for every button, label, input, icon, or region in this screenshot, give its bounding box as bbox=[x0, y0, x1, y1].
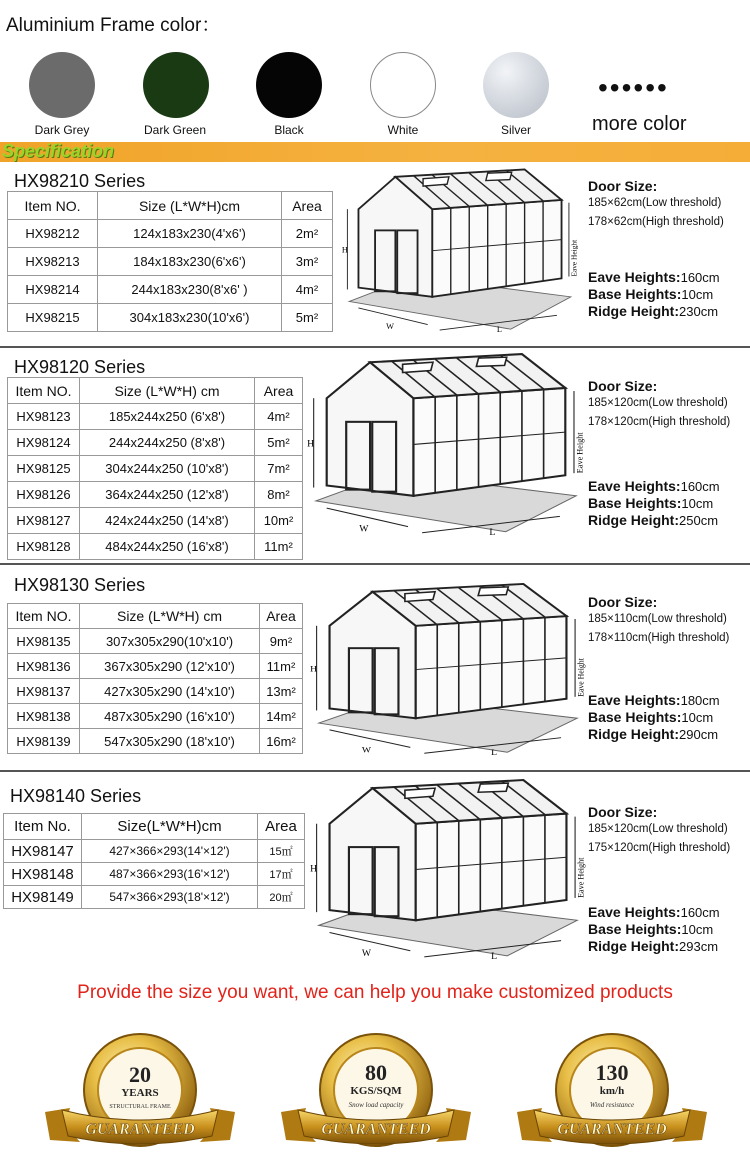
series-info bbox=[588, 594, 750, 743]
swatch-silver bbox=[483, 52, 549, 118]
more-color-label: more color bbox=[592, 113, 687, 135]
swatch-dark-green bbox=[143, 52, 209, 118]
table-row bbox=[8, 482, 303, 508]
cell-item: HX98215 bbox=[8, 304, 98, 332]
cell-area: 5m² bbox=[282, 304, 333, 332]
swatch-label-white: White bbox=[387, 123, 419, 137]
cell-item: HX98212 bbox=[8, 220, 98, 248]
custom-size-promo: Provide the size you want, we can help you make customized products bbox=[77, 982, 673, 1003]
eave-label: Eave Heights: bbox=[588, 692, 681, 708]
base-value: 10cm bbox=[681, 496, 714, 511]
cell-size: 487x305x290 (16'x10') bbox=[80, 704, 260, 729]
cell-size: 484x244x250 (16'x8') bbox=[80, 534, 255, 560]
ridge-label: Ridge Height: bbox=[588, 512, 679, 528]
specification-banner bbox=[0, 142, 750, 162]
swatch-label-silver: Silver bbox=[500, 123, 531, 137]
header-area: Area bbox=[255, 378, 303, 404]
badge-unit: YEARS bbox=[121, 1087, 159, 1099]
table-row bbox=[4, 886, 305, 909]
guarantee-badge-wind bbox=[512, 1030, 712, 1160]
dim-eave: Eave Height bbox=[569, 239, 579, 277]
dim-h: H bbox=[307, 439, 315, 450]
cell-item: HX98214 bbox=[8, 276, 98, 304]
ridge-value: 250cm bbox=[679, 513, 719, 528]
cell-area: 2m² bbox=[282, 220, 333, 248]
cell-area: 11m² bbox=[255, 534, 303, 560]
cell-item: HX98125 bbox=[8, 456, 80, 482]
guarantee-badge-snow bbox=[276, 1030, 476, 1160]
base-label: Base Heights: bbox=[588, 709, 682, 725]
swatch-label-dark-grey: Dark Grey bbox=[34, 123, 90, 137]
header-item: Item NO. bbox=[8, 378, 80, 404]
cell-area: 4m² bbox=[282, 276, 333, 304]
cell-size: 547x305x290 (18'x10') bbox=[80, 729, 260, 754]
table-row bbox=[4, 840, 305, 863]
cell-item: HX98149 bbox=[4, 886, 82, 909]
table-row bbox=[8, 456, 303, 482]
cell-item: HX98138 bbox=[8, 704, 80, 729]
eave-value: 160cm bbox=[680, 905, 720, 920]
cell-area: 15㎡ bbox=[258, 840, 305, 863]
header-area: Area bbox=[282, 192, 333, 220]
cell-area: 9m² bbox=[260, 629, 303, 654]
table-row bbox=[8, 276, 333, 304]
cell-item: HX98123 bbox=[8, 404, 80, 430]
dim-eave: Eave Height bbox=[576, 658, 586, 697]
series-info bbox=[588, 378, 750, 529]
cell-size: 244x244x250 (8'x8') bbox=[80, 430, 255, 456]
eave-value: 180cm bbox=[680, 693, 720, 708]
cell-area: 3m² bbox=[282, 248, 333, 276]
cell-area: 17㎡ bbox=[258, 863, 305, 886]
header-size: Size (L*W*H) cm bbox=[80, 378, 255, 404]
dim-l: L bbox=[489, 528, 496, 538]
table-row bbox=[8, 729, 303, 754]
badge-ribbon-text: GUARANTEED bbox=[85, 1121, 195, 1138]
base-value: 10cm bbox=[681, 287, 714, 302]
header-area: Area bbox=[260, 604, 303, 629]
greenhouse-diagram bbox=[308, 778, 588, 966]
dim-h: H bbox=[341, 245, 348, 255]
cell-item: HX98128 bbox=[8, 534, 80, 560]
table-row bbox=[8, 248, 333, 276]
header-size: Size (L*W*H)cm bbox=[98, 192, 282, 220]
swatch-black bbox=[256, 52, 322, 118]
more-dots: •••••• bbox=[598, 72, 669, 103]
door-size-title: Door Size: bbox=[588, 804, 658, 820]
badge-ribbon-text: GUARANTEED bbox=[557, 1121, 667, 1138]
dim-w: W bbox=[361, 949, 371, 959]
cell-item: HX98127 bbox=[8, 508, 80, 534]
header-item: Item No. bbox=[4, 814, 82, 840]
dim-l: L bbox=[491, 747, 497, 758]
ridge-label: Ridge Height: bbox=[588, 303, 679, 319]
guarantee-badge-frame bbox=[40, 1030, 240, 1160]
dim-eave: Eave Height bbox=[576, 857, 586, 898]
badge-unit: KGS/SQM bbox=[350, 1085, 402, 1097]
cell-area: 13m² bbox=[260, 679, 303, 704]
door-high: 178×62cm(High threshold) bbox=[588, 216, 724, 228]
door-low: 185×62cm(Low threshold) bbox=[588, 197, 722, 209]
header-item: Item NO. bbox=[8, 192, 98, 220]
base-value: 10cm bbox=[681, 710, 714, 725]
table-row bbox=[8, 430, 303, 456]
cell-area: 8m² bbox=[255, 482, 303, 508]
table-row bbox=[8, 679, 303, 704]
badge-number: 80 bbox=[365, 1060, 387, 1085]
series-title: HX98130 Series bbox=[14, 575, 146, 595]
cell-area: 7m² bbox=[255, 456, 303, 482]
series-title: HX98120 Series bbox=[14, 357, 146, 377]
header-area: Area bbox=[258, 814, 305, 840]
cell-area: 5m² bbox=[255, 430, 303, 456]
badge-unit: km/h bbox=[599, 1085, 625, 1097]
dim-w: W bbox=[359, 524, 369, 535]
table-row bbox=[8, 629, 303, 654]
cell-size: 427x305x290 (14'x10') bbox=[80, 679, 260, 704]
cell-size: 547×366×293(18'×12') bbox=[82, 886, 258, 909]
cell-size: 364x244x250 (12'x8') bbox=[80, 482, 255, 508]
eave-value: 160cm bbox=[680, 479, 720, 494]
cell-item: HX98136 bbox=[8, 654, 80, 679]
cell-item: HX98148 bbox=[4, 863, 82, 886]
table-row bbox=[4, 863, 305, 886]
eave-label: Eave Heights: bbox=[588, 478, 681, 494]
header-size: Size (L*W*H) cm bbox=[80, 604, 260, 629]
section-divider bbox=[0, 346, 750, 348]
series-info bbox=[588, 804, 750, 955]
badge-ribbon-text: GUARANTEED bbox=[321, 1121, 431, 1138]
base-label: Base Heights: bbox=[588, 495, 682, 511]
section-divider bbox=[0, 563, 750, 565]
door-high: 178×120cm(High threshold) bbox=[588, 416, 731, 428]
cell-size: 124x183x230(4'x6') bbox=[98, 220, 282, 248]
cell-area: 20㎡ bbox=[258, 886, 305, 909]
cell-item: HX98213 bbox=[8, 248, 98, 276]
badge-number: 20 bbox=[129, 1062, 151, 1087]
badge-caption: Wind resistance bbox=[589, 1101, 635, 1109]
header-item: Item NO. bbox=[8, 604, 80, 629]
swatch-label-dark-green: Dark Green bbox=[143, 123, 207, 137]
cell-size: 427×366×293(14'×12') bbox=[82, 840, 258, 863]
header-size: Size(L*W*H)cm bbox=[82, 814, 258, 840]
base-label: Base Heights: bbox=[588, 286, 682, 302]
dim-h: H bbox=[310, 864, 318, 875]
frame-color-title: Aluminium Frame color： bbox=[6, 15, 221, 36]
swatch-white bbox=[370, 52, 436, 118]
greenhouse-diagram bbox=[305, 352, 587, 542]
door-low: 185×120cm(Low threshold) bbox=[588, 397, 728, 409]
cell-area: 14m² bbox=[260, 704, 303, 729]
cell-size: 244x183x230(8'x6' ) bbox=[98, 276, 282, 304]
spec-table bbox=[7, 191, 333, 332]
ridge-value: 230cm bbox=[679, 304, 719, 319]
dim-eave: Eave Height bbox=[574, 432, 585, 474]
spec-table bbox=[3, 813, 305, 909]
greenhouse-diagram bbox=[340, 163, 580, 343]
badge-caption: STRUCTURAL FRAME bbox=[109, 1104, 171, 1110]
series-title: HX98210 Series bbox=[14, 171, 146, 191]
cell-size: 184x183x230(6'x6') bbox=[98, 248, 282, 276]
ridge-value: 293cm bbox=[679, 939, 719, 954]
section-divider bbox=[0, 770, 750, 772]
dim-w: W bbox=[361, 744, 371, 755]
swatch-dark-grey bbox=[29, 52, 95, 118]
table-row bbox=[8, 534, 303, 560]
table-row bbox=[8, 654, 303, 679]
cell-area: 16m² bbox=[260, 729, 303, 754]
cell-item: HX98124 bbox=[8, 430, 80, 456]
door-size-title: Door Size: bbox=[588, 178, 658, 194]
door-low: 185×120cm(Low threshold) bbox=[588, 823, 728, 835]
door-high: 178×110cm(High threshold) bbox=[588, 632, 730, 644]
ridge-label: Ridge Height: bbox=[588, 726, 679, 742]
eave-label: Eave Heights: bbox=[588, 269, 681, 285]
cell-size: 304x244x250 (10'x8') bbox=[80, 456, 255, 482]
table-row bbox=[8, 508, 303, 534]
base-value: 10cm bbox=[681, 922, 714, 937]
dim-h: H bbox=[310, 663, 318, 674]
cell-size: 424x244x250 (14'x8') bbox=[80, 508, 255, 534]
swatch-label-black: Black bbox=[274, 123, 304, 137]
spec-table bbox=[7, 603, 303, 754]
spec-table bbox=[7, 377, 303, 560]
cell-size: 185x244x250 (6'x8') bbox=[80, 404, 255, 430]
door-size-title: Door Size: bbox=[588, 378, 658, 394]
badge-caption: Snow load capacity bbox=[348, 1101, 404, 1109]
door-high: 175×120cm(High threshold) bbox=[588, 842, 731, 854]
cell-item: HX98137 bbox=[8, 679, 80, 704]
dim-l: L bbox=[496, 324, 503, 334]
cell-size: 304x183x230(10'x6') bbox=[98, 304, 282, 332]
eave-value: 160cm bbox=[680, 270, 720, 285]
cell-item: HX98147 bbox=[4, 840, 82, 863]
cell-item: HX98135 bbox=[8, 629, 80, 654]
table-row bbox=[8, 220, 333, 248]
series-info bbox=[588, 178, 750, 320]
cell-area: 10m² bbox=[255, 508, 303, 534]
table-row bbox=[8, 304, 333, 332]
cell-size: 367x305x290 (12'x10') bbox=[80, 654, 260, 679]
cell-item: HX98126 bbox=[8, 482, 80, 508]
dim-l: L bbox=[491, 952, 497, 962]
specification-label: Specification bbox=[2, 141, 115, 161]
badge-number: 130 bbox=[595, 1060, 629, 1085]
ridge-value: 290cm bbox=[679, 727, 719, 742]
cell-size: 487×366×293(16'×12') bbox=[82, 863, 258, 886]
base-label: Base Heights: bbox=[588, 921, 682, 937]
greenhouse-diagram bbox=[308, 582, 588, 762]
series-title: HX98140 Series bbox=[10, 786, 142, 806]
dim-w: W bbox=[386, 322, 394, 332]
door-low: 185×110cm(Low threshold) bbox=[588, 613, 727, 625]
cell-area: 4m² bbox=[255, 404, 303, 430]
eave-label: Eave Heights: bbox=[588, 904, 681, 920]
door-size-title: Door Size: bbox=[588, 594, 658, 610]
cell-item: HX98139 bbox=[8, 729, 80, 754]
cell-area: 11m² bbox=[260, 654, 303, 679]
table-row bbox=[8, 404, 303, 430]
cell-size: 307x305x290(10'x10') bbox=[80, 629, 260, 654]
ridge-label: Ridge Height: bbox=[588, 938, 679, 954]
table-row bbox=[8, 704, 303, 729]
